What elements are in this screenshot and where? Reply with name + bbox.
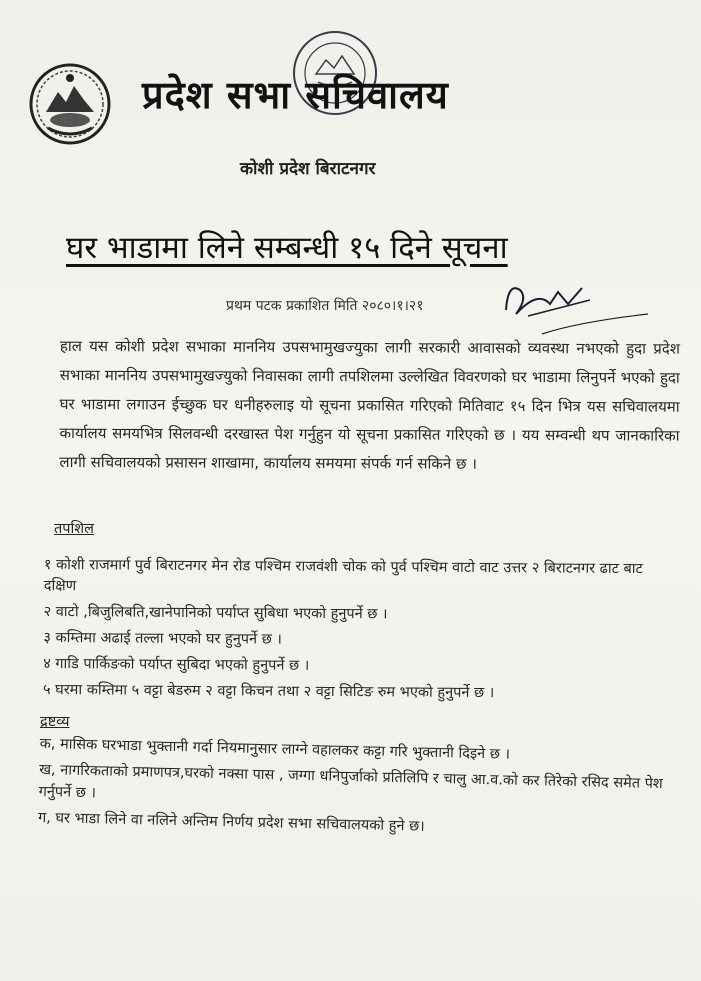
notes-list <box>38 733 670 847</box>
details-list <box>43 555 664 710</box>
page-title: प्रदेश सभा सचिवालय <box>142 73 449 117</box>
list-item: ग, घर भाडा लिने वा नलिने अन्तिम निर्णय प्रदेश सभा सचिवालयको हुने छ। <box>37 809 425 835</box>
notice-body: हाल यस कोशी प्रदेश सभाका माननिय उपसभामुखज्युका लागी सरकारी आवासको व्यवस्था नभएको हुदा प्रदेश सभाका माननिय उपसभामुखज्युको निवासका लागी तपशिलमा उल्लेखित विवरणको घर भाडामा लिनुपर्ने भएको हुदा घर भाडामा लगाउन ईच्छुक घर धनीहरुलाइ यो सूचना प्रकासित गरिएको मितिवाट १५ दिन भित्र यस सचिवालयमा कार्यालय समयभित्र सिलवन्धी दरखास्त पेश गर्नुहुन यो सूचना प्रकासित गरिएको छ । यय सम्वन्धी थप जानकारिका लागी सचिवालयको प्रसासन शाखामा, कार्यालय समयमा संपर्क गर्न सकिने छ । <box>59 336 680 473</box>
list-item: १ कोशी राजमार्ग पुर्व बिराटनगर मेन रोड पश्चिम राजवंशी चोक को पुर्व पश्चिम वाटो वाट उत्तर २ बिराटनगर ढाट बाट दक्षिण <box>43 556 643 595</box>
details-heading: तपशिल <box>54 521 94 537</box>
list-item: ख, नागरिकताको प्रमाणपत्र,घरको नक्सा पास , जग्गा धनिपुर्जाको प्रतिलिपि र चालु आ.व.को कर तिरेको रसिद समेत पेश गर्नुपर्ने छ । <box>38 761 663 802</box>
list-item: ३ कम्तिमा अढाई तल्ला भएको घर हुनुपर्ने छ । <box>43 629 282 648</box>
notes-heading: द्रष्टव्य <box>40 714 70 730</box>
list-item: ५ घरमा कम्तिमा ५ वट्टा बेडरुम २ वट्टा किचन तथा २ वट्टा सिटिङ रुम भएको हुनुपर्ने छ । <box>43 681 495 702</box>
publish-date: प्रथम पटक प्रकाशित मिति २०८०।१।२१ <box>226 298 424 314</box>
office-location: कोशी प्रदेश बिराटनगर <box>240 159 376 179</box>
nepal-emblem-icon <box>28 62 112 146</box>
list-item: ४ गाडि पार्किङको पर्याप्त सुबिदा भएको हुनुपर्ने छ । <box>43 655 310 674</box>
notice-title: घर भाडामा लिने सम्बन्धी १५ दिने सूचना <box>66 230 508 266</box>
list-item: क, मासिक घरभाडा भुक्तानी गर्दा नियमानुसार लाग्ने वहालकर कट्टा गरि भुक्तानी दिइने छ । <box>39 735 511 763</box>
list-item: २ वाटो ,बिजुलिबति,खानेपानिको पर्याप्त सुबिधा भएको हुनुपर्ने छ । <box>43 603 388 623</box>
